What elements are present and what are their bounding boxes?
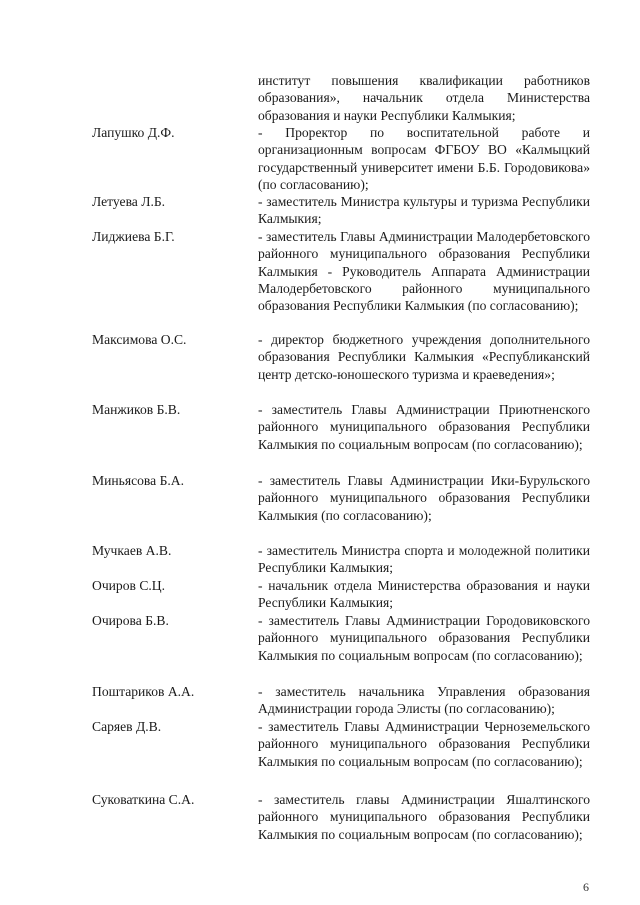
member-name: Суковаткина С.А.: [92, 792, 195, 807]
member-name: Летуева Л.Б.: [92, 194, 166, 209]
member-name: Миньясова Б.А.: [92, 473, 185, 488]
member-position: - заместитель Главы Администрации Городовиковского районного муниципального образования Республики Калмыкия по социальным вопросам (по согласованию);: [258, 613, 590, 663]
member-position: - заместитель начальника Управления образования Администрации города Элисты (по согласованию);: [258, 684, 590, 717]
intro-continuation-text: институт повышения квалификации работников образования», начальник отдела Министерства образования и науки Республики Калмыкия;: [258, 73, 590, 123]
member-position: - заместитель Главы Администрации Черноземельского районного муниципального образования Республики Калмыкия по социальным вопросам (по согласованию);: [258, 719, 590, 769]
member-name: Мучкаев А.В.: [92, 543, 172, 558]
member-position: - директор бюджетного учреждения дополнительного образования Республики Калмыкия «Республиканский центр детско-юношеского туризма и краеведения»;: [258, 332, 590, 382]
member-name: Очиров С.Ц.: [92, 578, 166, 593]
member-name: Саряев Д.В.: [92, 719, 162, 734]
member-name: Поштариков А.А.: [92, 684, 195, 699]
member-name: Очирова Б.В.: [92, 613, 169, 628]
member-position: - заместитель Министра спорта и молодежной политики Республики Калмыкия;: [258, 543, 590, 576]
member-position: - заместитель Главы Администрации Малодербетовского районного муниципального образования Республики Калмыкия - Руководитель Аппарата Администрации Малодербетовского районного муниципального образования Республики Калмыкия (по согласованию);: [258, 229, 590, 314]
member-name: Максимова О.С.: [92, 332, 187, 347]
member-name: Лапушко Д.Ф.: [92, 125, 175, 140]
member-position: - заместитель Главы Администрации Ики-Бурульского районного муниципального образования Республики Калмыкия (по согласованию);: [258, 473, 590, 523]
member-position: - заместитель Министра культуры и туризма Республики Калмыкия;: [258, 194, 590, 227]
page-number: 6: [583, 880, 589, 894]
member-position: - Проректор по воспитательной работе и организационным вопросам ФГБОУ ВО «Калмыцкий государственный университет имени Б.Б. Городовикова» (по согласованию);: [258, 125, 590, 192]
member-name: Манжиков Б.В.: [92, 402, 181, 417]
member-position: - заместитель Главы Администрации Приютненского районного муниципального образования Республики Калмыкия по социальным вопросам (по согласованию);: [258, 402, 590, 452]
member-position: - начальник отдела Министерства образования и науки Республики Калмыкия;: [258, 578, 590, 611]
member-name: Лиджиева Б.Г.: [92, 229, 175, 244]
member-position: - заместитель главы Администрации Яшалтинского районного муниципального образования Республики Калмыкия по социальным вопросам (по согласованию);: [258, 792, 590, 842]
